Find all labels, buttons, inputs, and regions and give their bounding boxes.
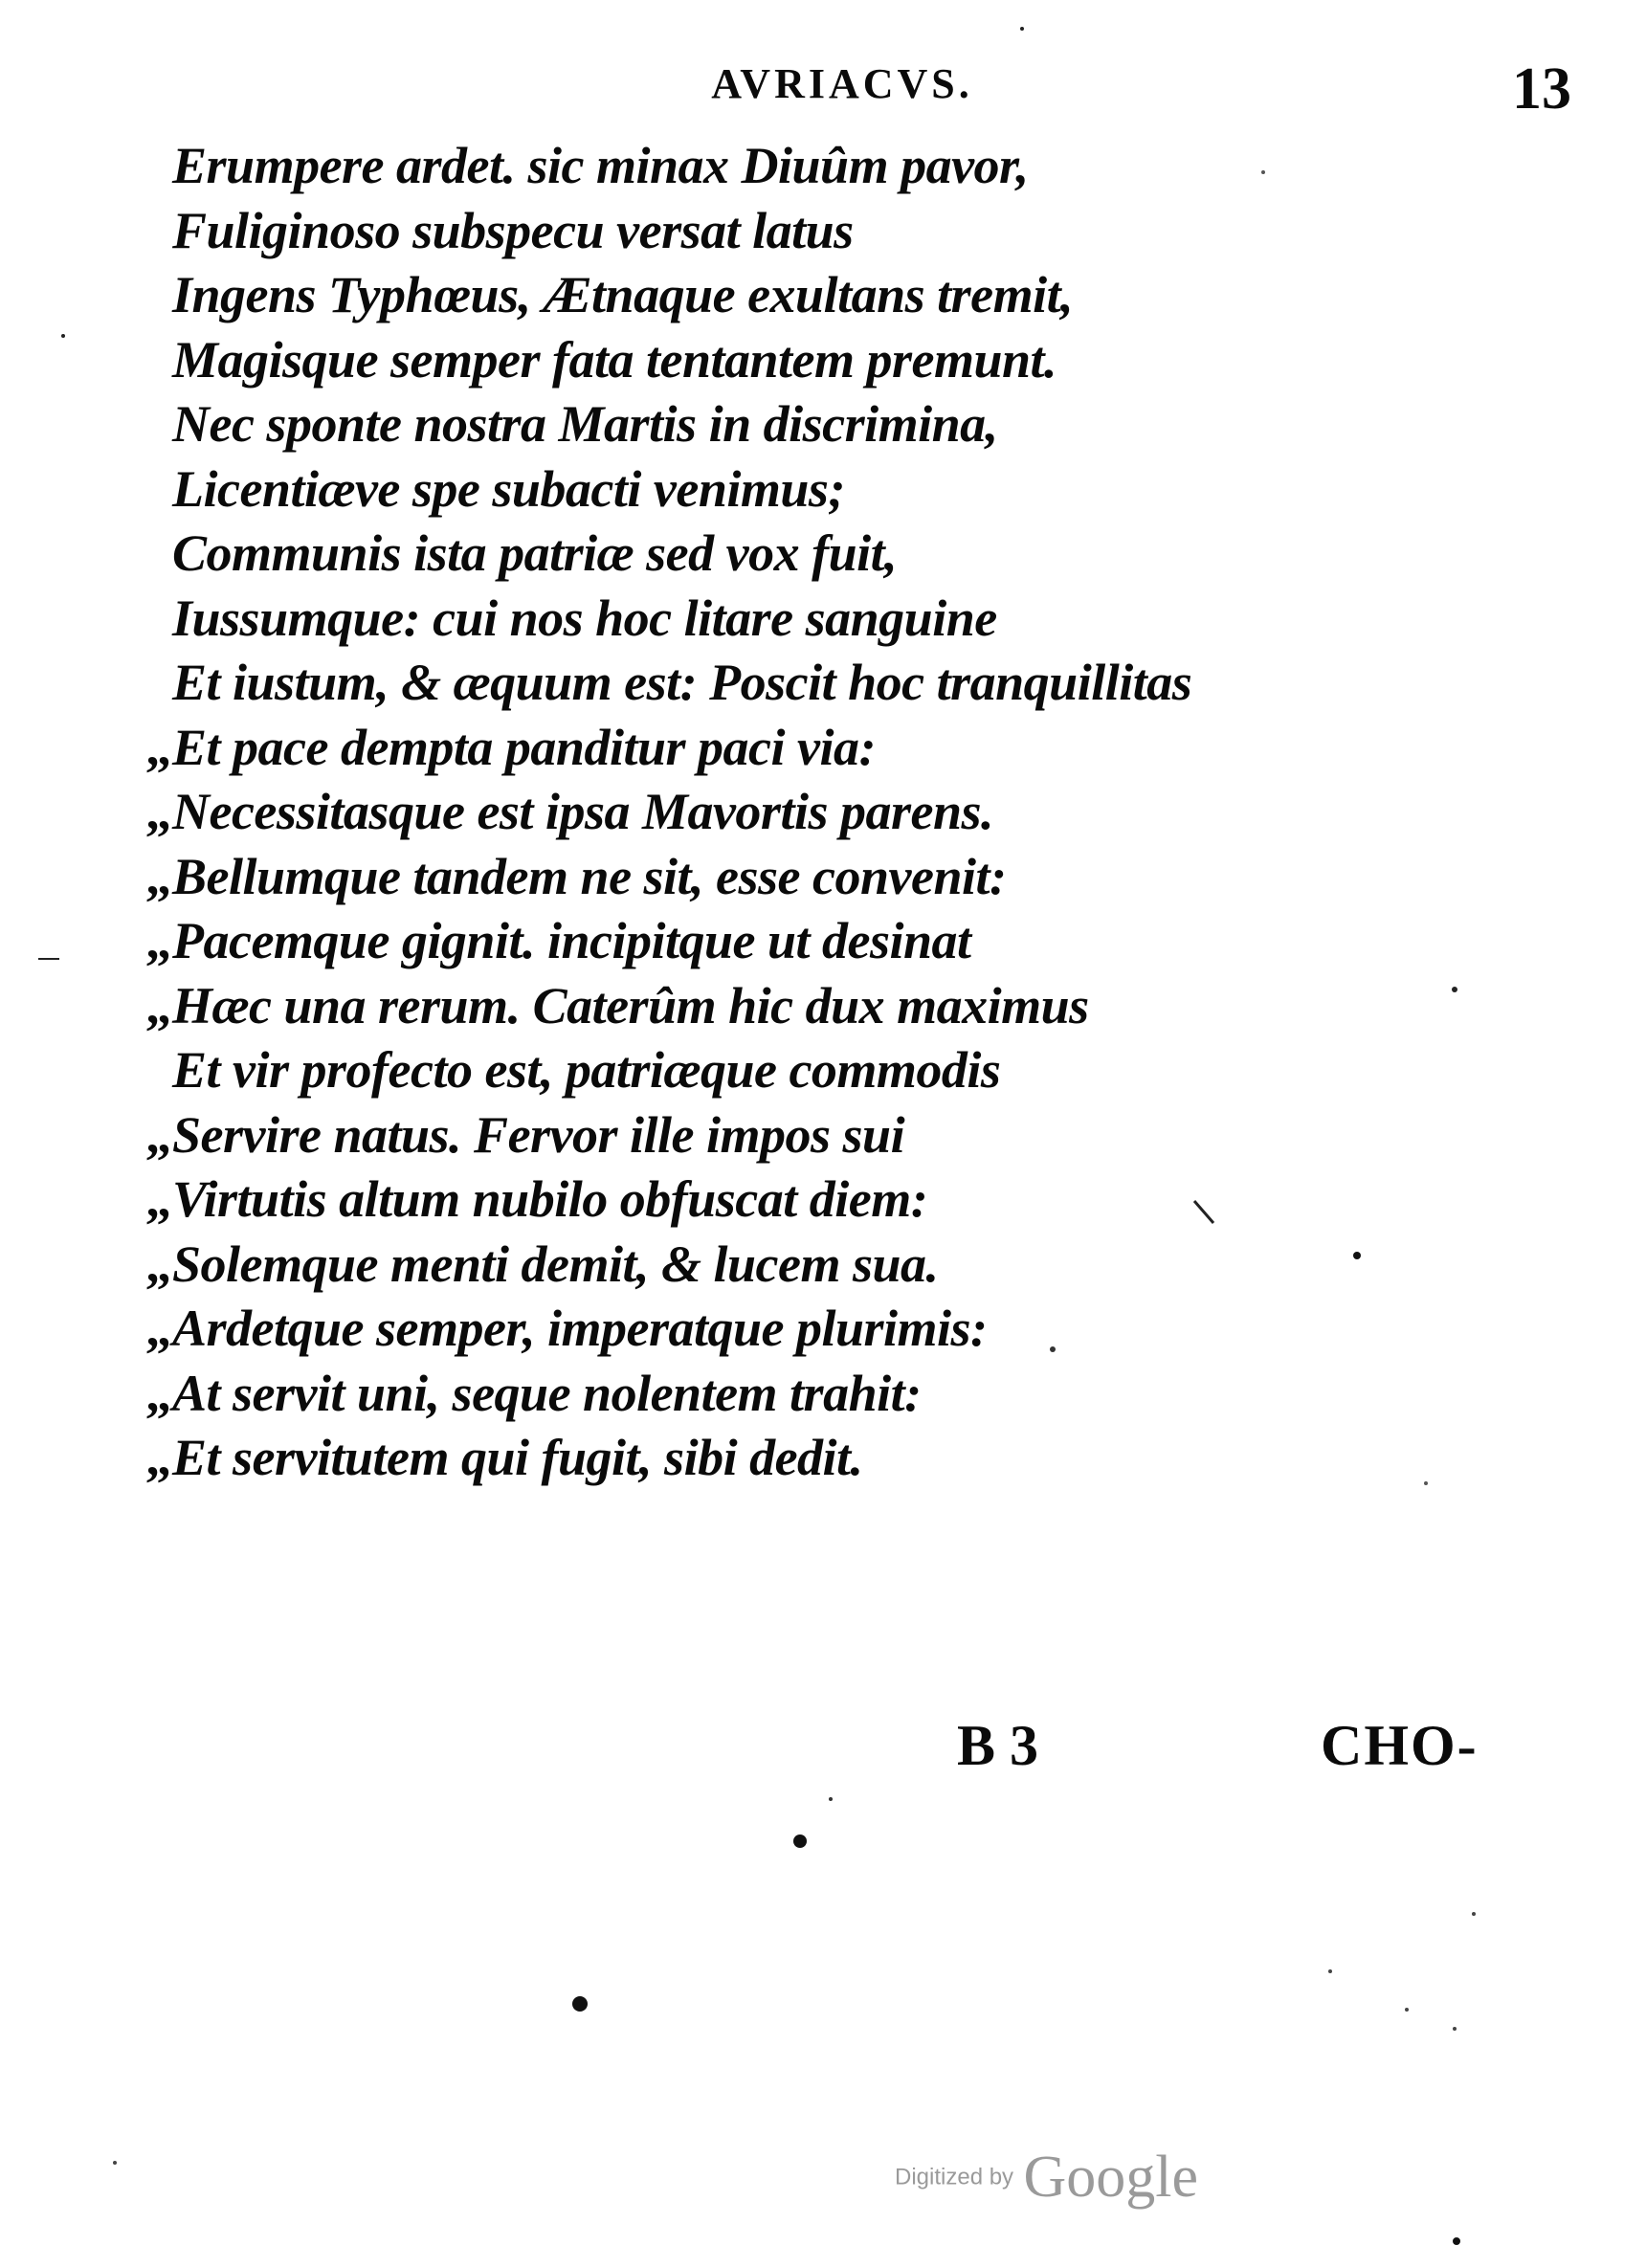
verse-line xyxy=(113,845,1338,910)
verse-line xyxy=(113,1233,1338,1298)
verse-line xyxy=(113,1297,1338,1362)
speck xyxy=(572,1996,588,2012)
verse-text: Communis ista patriæ sed vox fuit, xyxy=(172,524,898,582)
verse-line xyxy=(113,522,1338,587)
speck xyxy=(1453,2237,1460,2245)
verse-line xyxy=(113,328,1338,393)
speck xyxy=(113,2161,117,2165)
verse-text: Et iustum, & æquum est: Poscit hoc tranquillitas xyxy=(172,654,1192,711)
verse-line xyxy=(113,1103,1338,1168)
speck xyxy=(1020,27,1024,31)
verse-line xyxy=(113,587,1338,652)
verse-line xyxy=(113,199,1338,264)
watermark-brand: Google xyxy=(1023,2145,1199,2210)
catchword: CHO- xyxy=(1321,1714,1479,1777)
verse-text: Solemque menti demit, & lucem sua. xyxy=(172,1234,939,1293)
verse-text: Servire natus. Fervor ille impos sui xyxy=(172,1105,905,1164)
sententia-mark: „ xyxy=(145,912,168,969)
verse-text: Et servitutem qui fugit, sibi dedit. xyxy=(172,1429,863,1486)
verse-line xyxy=(113,780,1338,845)
sententia-mark: „ xyxy=(145,1234,168,1293)
verse-line xyxy=(113,1426,1338,1491)
verse-text: At servit uni, seque nolentem trahit: xyxy=(172,1364,922,1422)
sententia-mark: „ xyxy=(145,1364,168,1422)
speck xyxy=(1353,1252,1361,1259)
verse-text: Magisque semper fata tentantem premunt. xyxy=(172,330,1057,389)
verse-line xyxy=(113,392,1338,457)
verse-line xyxy=(113,716,1338,781)
verse-text: Et pace dempta panditur paci via: xyxy=(172,718,876,776)
speck xyxy=(1424,1481,1428,1485)
verse-text: Erumpere ardet. sic minax Diuûm pavor, xyxy=(172,137,1029,194)
verse-line xyxy=(113,1167,1338,1233)
verse-text: Hæc una rerum. Caterûm hic dux maximus xyxy=(172,976,1089,1034)
sententia-mark: „ xyxy=(145,783,168,840)
verse-line xyxy=(113,457,1338,523)
verse-line xyxy=(113,263,1338,328)
speck xyxy=(1405,2008,1409,2012)
running-head: AVRIACVS. xyxy=(711,60,973,107)
speck xyxy=(793,1834,807,1848)
verse-line xyxy=(113,1362,1338,1427)
sententia-mark: „ xyxy=(145,718,168,776)
verse-text: Iussumque: cui nos hoc litare sanguine xyxy=(172,589,997,647)
sententia-mark: „ xyxy=(145,847,168,905)
speck xyxy=(1328,1969,1332,1973)
speck xyxy=(1472,1912,1476,1916)
verse-text: Bellumque tandem ne sit, esse convenit: xyxy=(172,847,1007,905)
signature-mark: B 3 xyxy=(957,1714,1039,1777)
verse-text: Et vir profecto est, patriæque commodis xyxy=(172,1041,1001,1099)
verse-text: Fuliginoso subspecu versat latus xyxy=(172,201,854,259)
verse-line xyxy=(113,974,1338,1039)
verse-line xyxy=(113,134,1338,199)
speck xyxy=(829,1797,833,1801)
digitization-watermark xyxy=(895,2144,1198,2212)
verse-text: Necessitasque est ipsa Mavortis parens. xyxy=(172,783,993,840)
sententia-mark: „ xyxy=(145,1170,168,1228)
speck xyxy=(1453,2027,1457,2031)
verse-text: Ingens Typhœus, Ætnaque exultans tremit, xyxy=(172,266,1074,323)
verse-text: Pacemque gignit. incipitque ut desinat xyxy=(172,912,971,969)
sententia-mark: „ xyxy=(145,1105,168,1164)
folio-number: 13 xyxy=(1512,56,1571,122)
verse-text: Licentiæve spe subacti venimus; xyxy=(172,459,845,518)
sententia-mark: „ xyxy=(145,1429,168,1486)
sententia-mark: „ xyxy=(145,1300,168,1357)
verse-text: Virtutis altum nubilo obfuscat diem: xyxy=(172,1170,928,1228)
speck xyxy=(1452,987,1457,992)
verse-line xyxy=(113,651,1338,716)
verse-line xyxy=(113,1038,1338,1103)
sententia-mark: „ xyxy=(145,976,168,1034)
watermark-prefix: Digitized by xyxy=(895,2164,1014,2190)
speck xyxy=(61,334,65,338)
verse-line xyxy=(113,909,1338,974)
verse-text: Ardetque semper, imperatque plurimis: xyxy=(172,1300,988,1357)
verse-text: Nec sponte nostra Martis in discrimina, xyxy=(172,395,998,453)
verse-block xyxy=(113,134,1338,1491)
